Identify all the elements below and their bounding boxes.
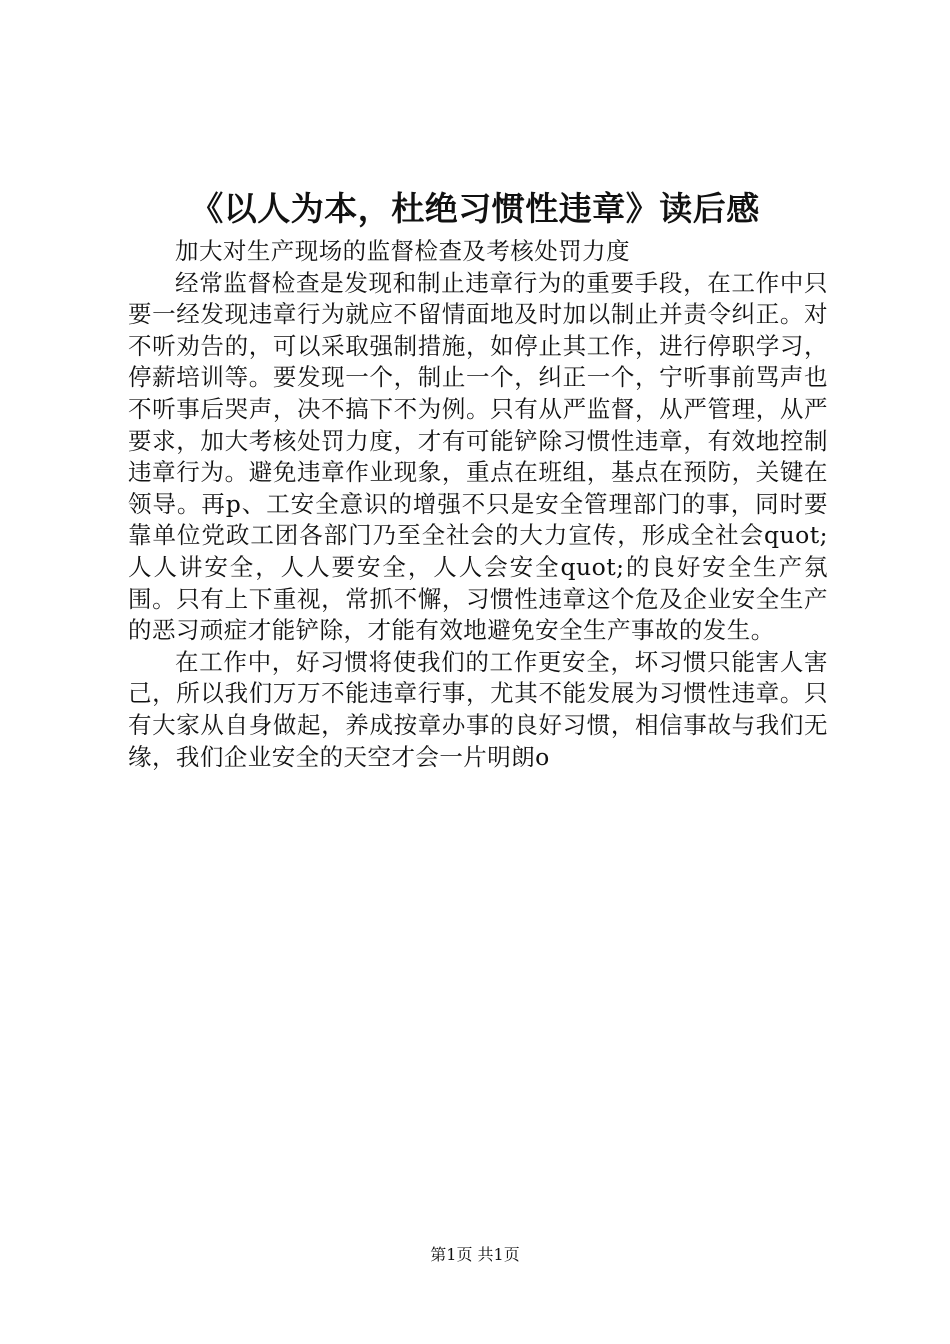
paragraph-heading: 加大对生产现场的监督检查及考核处罚力度 bbox=[175, 237, 631, 265]
paragraph-supervision: 经常监督检查是发现和制止违章行为的重要手段，在工作中只要一经发现违章行为就应不留情面地及时加以制止并责令纠正。对不听劝告的，可以采取强制措施，如停止其工作，进行停职学习，停薪培训等。要发现一个，制止一个，纠正一个，宁听事前骂声也不听事后哭声，决不搞下不为例。只有从严监督，从严管理，从严要求，加大考核处罚力度，才有可能铲除习惯性违章，有效地控制违章行为。避免违章作业现象，重点在班组，基点在预防，关键在领导。再p、工安全意识的增强不只是安全管理部门的事，同时要靠单位党政工团各部门乃至全社会的大力宣传，形成全社会quot;人人讲安全，人人要安全，人人会安全quot;的良好安全生产氛围。只有上下重视，常抓不懈，习惯性违章这个危及企业安全生产的恶习顽症才能铲除，才能有效地避免安全生产事故的发生。 bbox=[128, 268, 828, 645]
document-title: 《以人为本，杜绝习惯性违章》读后感 bbox=[190, 189, 760, 228]
page-footer: 第1页 共1页 bbox=[430, 1245, 520, 1264]
document-body bbox=[128, 236, 828, 773]
paragraph-conclusion: 在工作中，好习惯将使我们的工作更安全，坏习惯只能害人害己，所以我们万万不能违章行事，尤其不能发展为习惯性违章。只有大家从自身做起，养成按章办事的良好习惯，相信事故与我们无缘，我们企业安全的天空才会一片明朗o bbox=[128, 647, 828, 771]
